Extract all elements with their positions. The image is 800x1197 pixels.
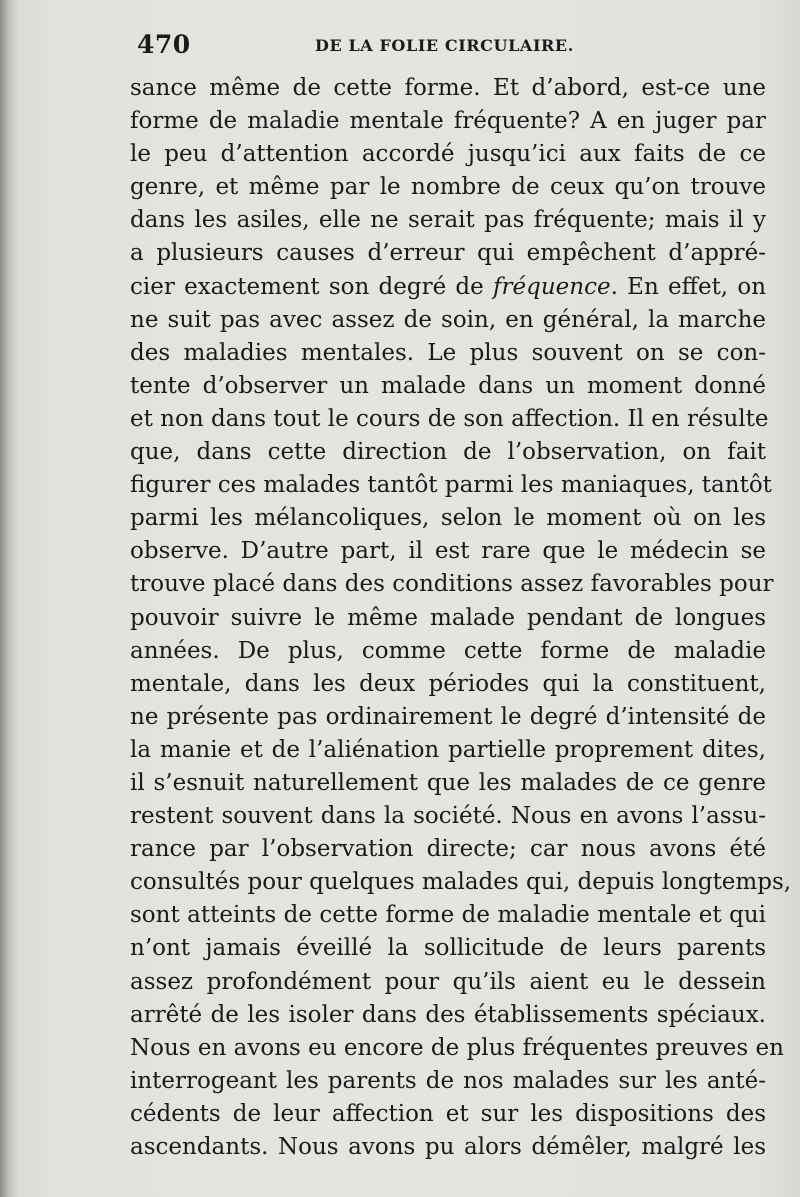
text-line: consultés pour quelques malades qui, depuis longtemps, xyxy=(130,869,792,896)
text-line: trouve placé dans des conditions assez favorables pour xyxy=(130,571,774,598)
text-line: a plusieurs causes d’erreur qui empêchent d’appré- xyxy=(130,240,766,267)
text-line: la manie et de l’aliénation partielle proprement dites, xyxy=(130,736,766,763)
text-line: pouvoir suivre le même malade pendant de longues xyxy=(130,604,766,631)
text-segment: cier exactement son degré de xyxy=(130,273,484,300)
text-line: et non dans tout le cours de son affection. Il en résulte xyxy=(130,405,769,432)
text-line: années. De plus, comme cette forme de maladie xyxy=(130,637,766,664)
text-line: il s’esnuit naturellement que les malades de ce genre xyxy=(130,769,766,796)
italic-word: fréquence xyxy=(493,273,611,300)
text-line: observe. D’autre part, il est rare que le médecin se xyxy=(130,538,766,565)
page-header xyxy=(137,30,777,66)
text-line: parmi les mélancoliques, selon le moment où on les xyxy=(130,505,766,532)
text-line: ne suit pas avec assez de soin, en général, la marche xyxy=(130,306,766,333)
text-line: genre, et même par le nombre de ceux qu’on trouve xyxy=(130,174,766,201)
text-line: interrogeant les parents de nos malades sur les anté- xyxy=(130,1067,766,1094)
text-line: tente d’observer un malade dans un moment donné xyxy=(130,372,766,399)
text-line: sance même de cette forme. Et d’abord, est-ce une xyxy=(130,75,766,101)
body-text xyxy=(130,72,792,1164)
text-line: le peu d’attention accordé jusqu’ici aux faits de ce xyxy=(130,141,766,168)
text-line: restent souvent dans la société. Nous en avons l’assu- xyxy=(130,803,766,830)
text-line: assez profondément pour qu’ils aient eu le dessein xyxy=(130,968,766,995)
text-segment: . En effet, on xyxy=(610,273,767,300)
text-line: mentale, dans les deux périodes qui la constituent, xyxy=(130,670,766,697)
text-line: que, dans cette direction de l’observation, on fait xyxy=(130,439,766,466)
text-line: n’ont jamais éveillé la sollicitude de leurs parents xyxy=(130,935,766,962)
text-line: cédents de leur affection et sur les dispositions des xyxy=(130,1100,766,1127)
running-title: DE LA FOLIE CIRCULAIRE. xyxy=(315,36,574,55)
text-line: rance par l’observation directe; car nous avons été xyxy=(130,836,766,863)
text-line: figurer ces malades tantôt parmi les maniaques, tantôt xyxy=(130,472,772,499)
text-line xyxy=(130,271,766,304)
text-line: ne présente pas ordinairement le degré d’intensité de xyxy=(130,703,766,730)
text-line: des maladies mentales. Le plus souvent on se con- xyxy=(130,339,766,366)
text-line: dans les asiles, elle ne serait pas fréquente; mais il y xyxy=(130,207,766,234)
text-line: sont atteints de cette forme de maladie mentale et qui xyxy=(130,902,766,929)
text-line: ascendants. Nous avons pu alors démêler, malgré les xyxy=(130,1134,766,1160)
text-line: forme de maladie mentale fréquente? A en juger par xyxy=(130,108,766,135)
text-line: Nous en avons eu encore de plus fréquentes preuves en xyxy=(130,1034,784,1061)
page-number: 470 xyxy=(137,30,191,59)
text-line: arrêté de les isoler dans des établissements spéciaux. xyxy=(130,1001,766,1028)
